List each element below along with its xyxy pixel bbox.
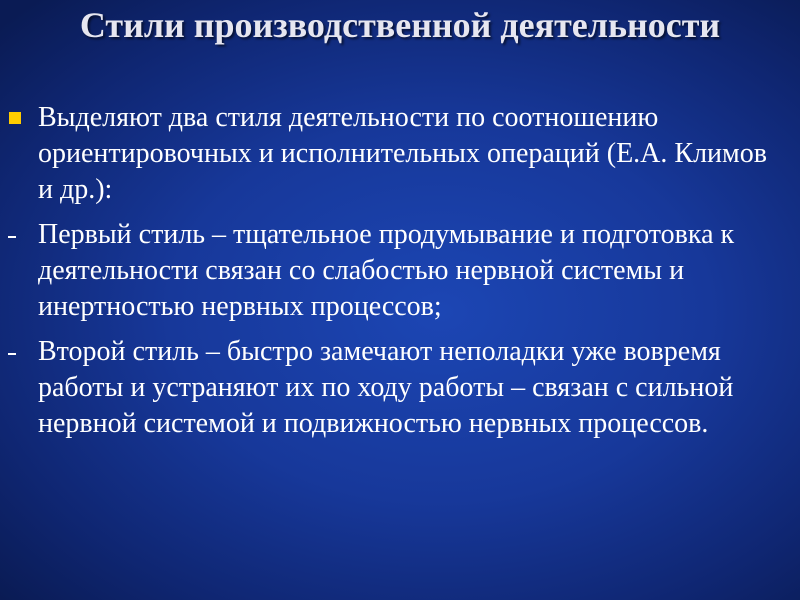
bullet-text: Второй стиль – быстро замечают неполадки уже вовремя работы и устраняют их по ходу работы – связан с сильной нервной системой и подвижностью нервных процессов. bbox=[38, 336, 734, 439]
bullet-item-second-style bbox=[0, 334, 800, 442]
bullet-text: Выделяют два стиля деятельности по соотношению ориентировочных и исполнительных операций (Е.А. Климов и др.): bbox=[38, 102, 767, 205]
bullet-item-first-style bbox=[0, 217, 800, 325]
slide-title: Стили производственной деятельности bbox=[79, 5, 721, 45]
dash-bullet-icon bbox=[8, 236, 16, 238]
dash-bullet-icon bbox=[8, 353, 16, 355]
bullet-list bbox=[0, 100, 800, 442]
bullet-text: Первый стиль – тщательное продумывание и подготовка к деятельности связан со слабостью нервной системы и инертностью нервных процессов; bbox=[38, 219, 735, 322]
bullet-item-intro bbox=[0, 100, 800, 208]
square-bullet-icon bbox=[9, 112, 21, 124]
